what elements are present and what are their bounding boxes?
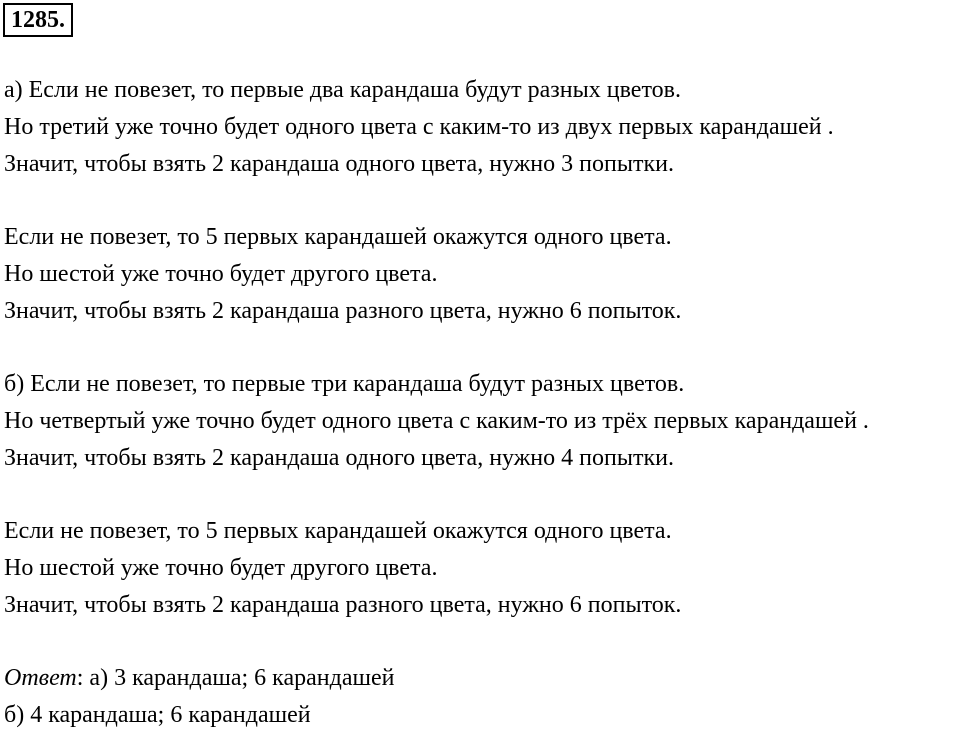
paragraph-gap [4, 624, 960, 660]
part-b-line-6: Значит, чтобы взять 2 карандаша разного цвета, нужно 6 попыток. [4, 592, 682, 618]
part-b-line-5: Но шестой уже точно будет другого цвета. [4, 555, 438, 581]
part-a-line-6: Значит, чтобы взять 2 карандаша разного цвета, нужно 6 попыток. [4, 298, 682, 324]
part-b-line-1: б) Если не повезет, то первые три карандаша будут разных цветов. [4, 371, 685, 397]
problem-number: 1285. [3, 3, 73, 37]
part-a-line-2: Но третий уже точно будет одного цвета с каким-то из двух первых карандашей . [4, 114, 834, 140]
part-a-line-3: Значит, чтобы взять 2 карандаша одного цвета, нужно 3 попытки. [4, 151, 674, 177]
part-b-line-2: Но четвертый уже точно будет одного цвета с каким-то из трёх первых карандашей . [4, 408, 869, 434]
paragraph-gap [4, 183, 960, 219]
answer-line-a [4, 660, 960, 697]
part-b-line-3: Значит, чтобы взять 2 карандаша одного цвета, нужно 4 попытки. [4, 445, 674, 471]
answer-part-a: : а) 3 карандаша; 6 карандашей [76, 665, 395, 691]
answer-label: Ответ [4, 665, 77, 691]
part-a-line-1: а) Если не повезет, то первые два карандаша будут разных цветов. [4, 77, 681, 103]
part-a-line-4: Если не повезет, то 5 первых карандашей окажутся одного цвета. [4, 224, 672, 250]
part-b-line-4: Если не повезет, то 5 первых карандашей окажутся одного цвета. [4, 518, 672, 544]
solution-text [4, 72, 960, 734]
paragraph-gap [4, 330, 960, 366]
paragraph-gap [4, 477, 960, 513]
answer-line-b: б) 4 карандаша; 6 карандашей [4, 702, 311, 728]
part-a-line-5: Но шестой уже точно будет другого цвета. [4, 261, 438, 287]
